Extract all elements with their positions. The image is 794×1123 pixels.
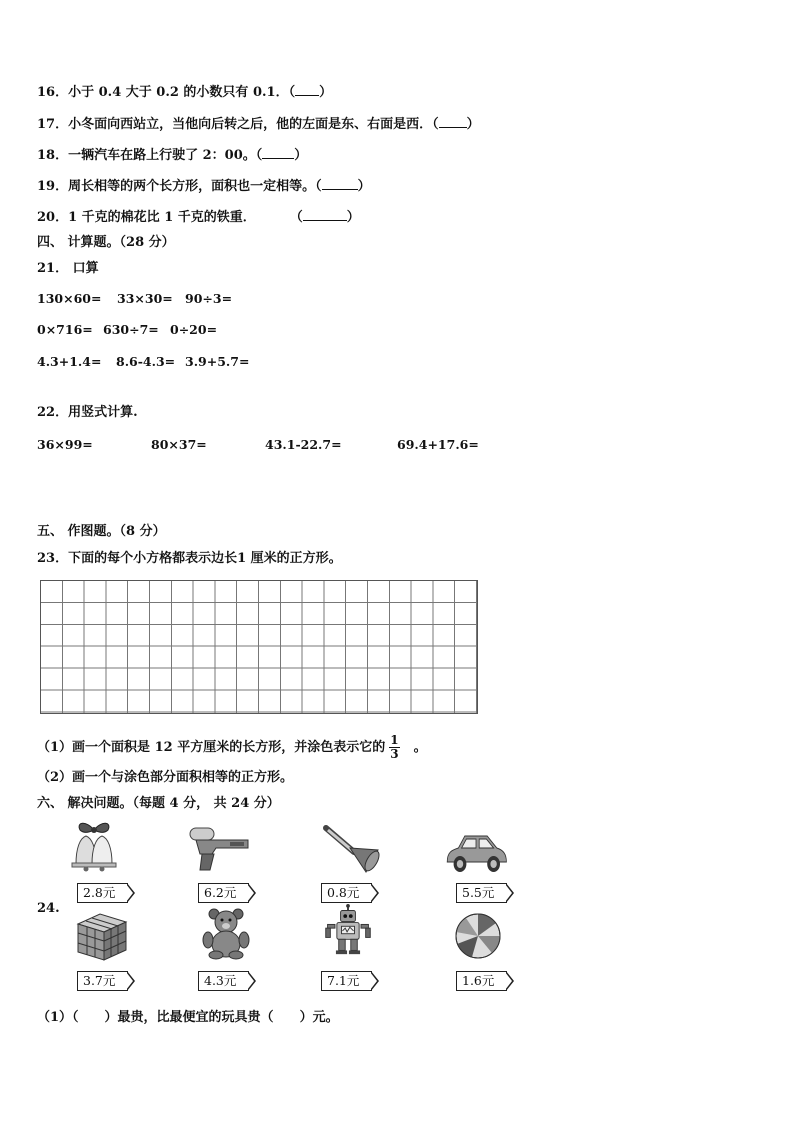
question-number: 19． [37, 179, 69, 194]
teddy-bear-icon [194, 908, 258, 960]
vertical-calc-item: 36×99= [37, 437, 93, 452]
question-text: 1 千克的棉花比 1 千克的铁重． [68, 210, 256, 225]
vertical-calc-item: 43.1-22.7= [265, 437, 342, 452]
price-tag: 1.6元 [456, 971, 507, 991]
question-number: 16． [37, 85, 69, 100]
price-tag: 5.5元 [456, 883, 507, 903]
oral-calc-item: 4.3+1.4= [37, 354, 102, 369]
question-20: 20．1 千克的棉花比 1 千克的铁重． （ ） [37, 210, 360, 225]
oral-calc-item: 3.9+5.7= [185, 354, 250, 369]
question-17: 17．小冬面向西站立，当他向后转之后，他的左面是东、右面是西．（ ） [37, 117, 480, 132]
question-text: 小冬面向西站立，当他向后转之后，他的左面是东、右面是西．（ [68, 117, 439, 132]
section-heading-drawing: 五、 作图题。（8 分） [37, 524, 166, 539]
section-heading-problems: 六、 解决问题。（每题 4 分， 共 24 分） [37, 796, 280, 811]
section-heading-calculation: 四、 计算题。（28 分） [37, 235, 175, 250]
oral-calc-item: 0×716= [37, 322, 93, 337]
question-19: 19．周长相等的两个长方形，面积也一定相等。（ ） [37, 179, 371, 194]
price-tag: 6.2元 [198, 883, 249, 903]
rubik-cube-icon [70, 910, 134, 962]
question-23-part2: （2）画一个与涂色部分面积相等的正方形。 [37, 770, 294, 785]
question-number: 18． [37, 148, 69, 163]
price-tag: 0.8元 [321, 883, 372, 903]
question-22-title: 22．用竖式计算. [37, 405, 138, 420]
fraction: $\frac{1}{3}$ [390, 733, 399, 761]
answer-blank[interactable] [262, 146, 294, 159]
question-24-number: 24. [37, 901, 60, 916]
question-23-title: 23．下面的每个小方格都表示边长1 厘米的正方形。 [37, 551, 342, 566]
vertical-calc-item: 80×37= [151, 437, 207, 452]
answer-blank[interactable] [322, 177, 358, 190]
toy-car-icon [444, 826, 508, 878]
oral-calc-item: 33×30= [117, 291, 173, 306]
oral-calc-item: 0÷20= [170, 322, 218, 337]
question-number: 20． [37, 210, 69, 225]
oral-calc-item: 630÷7= [103, 322, 159, 337]
question-21-title: 21． 口算 [37, 261, 99, 276]
question-text: 周长相等的两个长方形，面积也一定相等。（ [68, 179, 322, 194]
bells-icon [62, 820, 126, 872]
oral-calc-item: 90÷3= [185, 291, 233, 306]
trumpet-icon [320, 822, 384, 874]
question-number: 17． [37, 117, 69, 132]
beach-ball-icon [446, 910, 510, 962]
robot-icon [316, 904, 380, 956]
square-grid[interactable] [40, 580, 478, 714]
question-24-part1: （1）（ ）最贵，比最便宜的玩具贵（ ）元。 [37, 1010, 339, 1025]
answer-blank[interactable] [303, 208, 347, 221]
question-23-part1: （1）画一个面积是 12 平方厘米的长方形，并涂色表示它的 $\frac{1}{3}$ 。 [37, 733, 427, 761]
vertical-calc-item: 69.4+17.6= [397, 437, 479, 452]
question-18: 18．一辆汽车在路上行驶了 2：00。（ ） [37, 148, 308, 163]
question-text: 一辆汽车在路上行驶了 2：00。（ [68, 148, 263, 163]
water-gun-icon [186, 824, 250, 876]
price-tag: 3.7元 [77, 971, 128, 991]
price-tag: 7.1元 [321, 971, 372, 991]
question-text: 小于 0.4 大于 0.2 的小数只有 0.1．（ [68, 85, 296, 100]
question-16: 16．小于 0.4 大于 0.2 的小数只有 0.1．（ ） [37, 85, 333, 100]
price-tag: 4.3元 [198, 971, 249, 991]
oral-calc-item: 8.6-4.3= [116, 354, 176, 369]
oral-calc-item: 130×60= [37, 291, 102, 306]
answer-blank[interactable] [439, 115, 467, 128]
answer-blank[interactable] [295, 83, 319, 96]
price-tag: 2.8元 [77, 883, 128, 903]
